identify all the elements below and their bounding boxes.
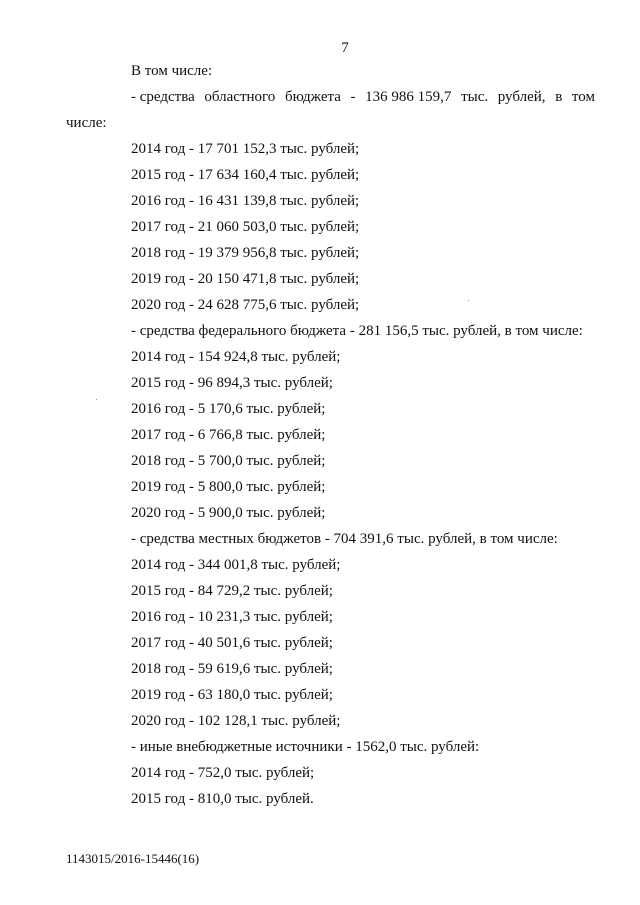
local-year-line: 2016 год - 10 231,3 тыс. рублей;: [131, 609, 333, 625]
federal-year-line: 2015 год - 96 894,3 тыс. рублей;: [131, 375, 333, 391]
regional-heading-word: рублей,: [497, 89, 546, 105]
regional-budget-heading: [131, 87, 595, 107]
scan-speck: [468, 300, 469, 301]
federal-year-line: 2017 год - 6 766,8 тыс. рублей;: [131, 427, 326, 443]
local-year-line: 2018 год - 59 619,6 тыс. рублей;: [131, 661, 333, 677]
regional-heading-word: в: [555, 89, 563, 105]
federal-year-line: 2014 год - 154 924,8 тыс. рублей;: [131, 349, 341, 365]
regional-heading-word: -: [350, 89, 356, 105]
regional-year-line: 2019 год - 20 150 471,8 тыс. рублей;: [131, 271, 360, 287]
regional-year-line: 2016 год - 16 431 139,8 тыс. рублей;: [131, 193, 360, 209]
regional-heading-word: том: [571, 89, 595, 105]
regional-year-line: 2015 год - 17 634 160,4 тыс. рублей;: [131, 167, 360, 183]
federal-budget-heading: - средства федерального бюджета - 281 156,5 тыс. рублей, в том числе:: [131, 323, 583, 339]
page-number: 7: [341, 40, 349, 56]
regional-heading-continuation: числе:: [66, 115, 107, 131]
local-year-line: 2019 год - 63 180,0 тыс. рублей;: [131, 687, 333, 703]
regional-year-line: 2018 год - 19 379 956,8 тыс. рублей;: [131, 245, 360, 261]
federal-year-line: 2016 год - 5 170,6 тыс. рублей;: [131, 401, 326, 417]
local-budget-heading: - средства местных бюджетов - 704 391,6 тыс. рублей, в том числе:: [131, 531, 558, 547]
scan-speck: [96, 399, 97, 400]
other-sources-heading: - иные внебюджетные источники - 1562,0 тыс. рублей:: [131, 739, 480, 755]
regional-year-line: 2017 год - 21 060 503,0 тыс. рублей;: [131, 219, 360, 235]
regional-heading-word: бюджета: [284, 89, 341, 105]
local-year-line: 2015 год - 84 729,2 тыс. рублей;: [131, 583, 333, 599]
federal-year-line: 2019 год - 5 800,0 тыс. рублей;: [131, 479, 326, 495]
intro-text: В том числе:: [131, 63, 213, 79]
local-year-line: 2017 год - 40 501,6 тыс. рублей;: [131, 635, 333, 651]
regional-heading-word: 136 986 159,7: [365, 89, 452, 105]
federal-year-line: 2020 год - 5 900,0 тыс. рублей;: [131, 505, 326, 521]
regional-year-line: 2020 год - 24 628 775,6 тыс. рублей;: [131, 297, 360, 313]
regional-heading-word: тыс.: [461, 89, 489, 105]
regional-year-line: 2014 год - 17 701 152,3 тыс. рублей;: [131, 141, 360, 157]
local-year-line: 2014 год - 344 001,8 тыс. рублей;: [131, 557, 341, 573]
federal-year-line: 2018 год - 5 700,0 тыс. рублей;: [131, 453, 326, 469]
local-year-line: 2020 год - 102 128,1 тыс. рублей;: [131, 713, 341, 729]
other-year-line: 2014 год - 752,0 тыс. рублей;: [131, 765, 315, 781]
regional-heading-word: областного: [204, 89, 276, 105]
regional-heading-word: - средства: [131, 89, 195, 105]
other-year-line: 2015 год - 810,0 тыс. рублей.: [131, 791, 314, 807]
document-code: 1143015/2016-15446(16): [66, 851, 200, 866]
